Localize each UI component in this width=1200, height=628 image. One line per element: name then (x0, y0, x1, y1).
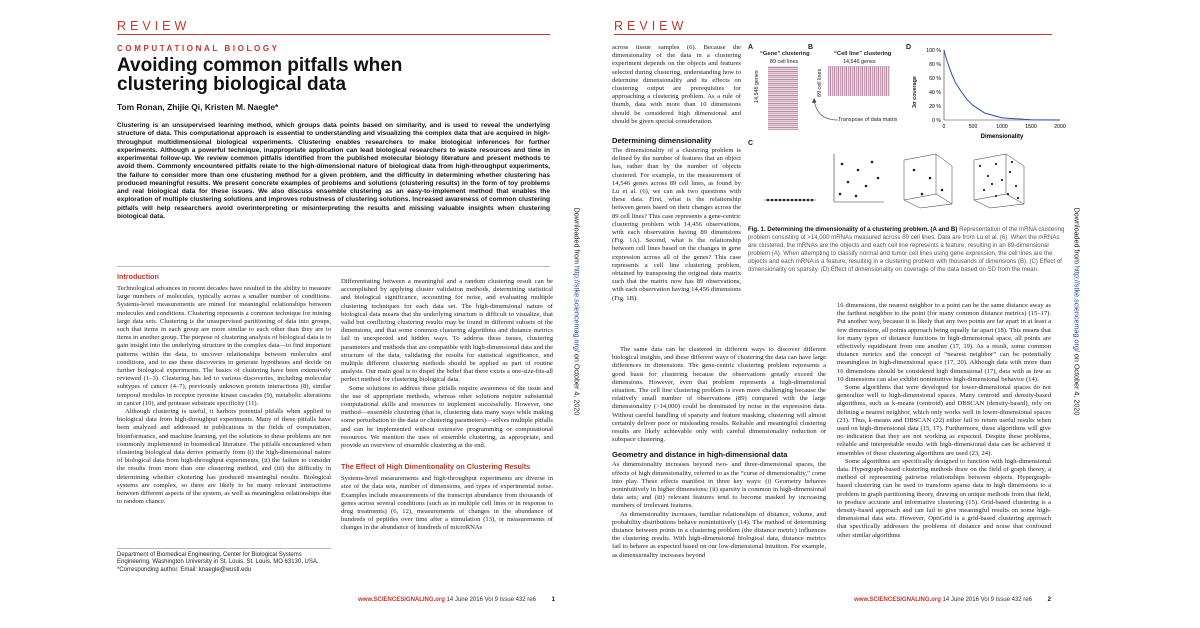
x-tick-label: 500 (968, 124, 978, 130)
download-date: on October 4, 2020 (1072, 353, 1082, 416)
page-number: 1 (551, 597, 555, 603)
download-note: Downloaded from (1072, 207, 1082, 264)
cell-matrix-cols: 14,546 genes (843, 59, 876, 65)
dimensionality-heading: The Effect of High Dimentionality on Clustering Results (341, 462, 531, 472)
sparsity-plot-1d (760, 150, 820, 208)
paragraph: Technological advances in recent decades have resulted in the ability to measure large numbers of molecules, typically across a smaller number of conditions. Systems-level measurements are mined for meaningful relationships between molecules and conditions. Clustering represents a common technique for mining large data sets. Clustering is the unsupervised partitioning of data into groups, such that items in each group are more similar to each other than they are to items in another group. The purpose of clustering analysis of biological data is to gain insight into the underlying structure in the complex data—to find important patterns within the data, to uncover relationships between molecules and conditions, and to use these discoveries to generate hypotheses and decide on further biological experiments. The basics of clustering have been extensively reviewed (1–3). Clustering has led to various discoveries, including molecular subtypes of cancer (4–7), previously unknown protein interactions (8), similar temporal modules in receptor tyrosine kinase cascades (9), metabolic alterations in cancer (10), and protease substrate specificity (11). (117, 285, 331, 407)
download-note: Downloaded from (572, 207, 582, 264)
page2-wide-block (612, 346, 826, 586)
transpose-note: Transpose of data matrix (838, 117, 898, 123)
download-date: on October 4, 2020 (572, 353, 582, 416)
cell-matrix-rows: 89 cell lines (817, 68, 823, 97)
download-watermark (573, 162, 582, 462)
author-list: Tom Ronan, Zhijie Qi, Kristen M. Naegle* (117, 102, 279, 112)
gene-matrix-cols: 89 cell lines (770, 59, 799, 65)
paragraph: across tissue samples (6). Because the dimensionality of the data in a clustering experiment depends on the objects and features selected during clustering, understanding how to determine dimensionality and its effects on clustering output are prerequisites for approaching a clustering problem. As a rule of thumb, data with more than 10 dimensions should be considered high dimensional and should be given special consideration. (612, 44, 741, 125)
paragraph: Some solutions to address these pitfalls require awareness of the issue and the use of appropriate methods, whereas other solutions require substantial computational skills and resources to implement successfully. However, one method—ensemble clustering (that is, clustering data many ways while making some perturbation to the data or clustering parameters)—solves multiple pitfalls and can be implemented without extensive programming or computational resources. We mention the uses of ensemble clustering, as appropriate, and provide an overview of ensemble clustering at the end. (341, 384, 553, 450)
footnote-divider (117, 548, 331, 549)
d-xlabel: Dimensionality (980, 134, 1024, 140)
cell-clustering-title: “Cell line” clustering (834, 51, 892, 57)
y-tick-label: 0 % (932, 118, 941, 124)
y-tick-label: 40 % (929, 90, 941, 96)
issue-info: 14 June 2016 Vol 9 Issue 432 re6 (942, 597, 1032, 603)
paragraph: The dimensionality of a clustering problem is defined by the number of features that an object has, rather than by the number of objects clustered. For example, in the measurement of 14,546 genes across 89 cell lines, as found by Lu et al. (6), we can ask two questions with these data. First, what is the relationship between genes based on their changes across the 89 cell lines? This case represents a gene-centric clustering problem with 14,456 observations, with each observation having 89 dimensions (Fig. 1A). Second, what is the relationship between cell lines based on the changes in gene expression across all of the genes? This case represents a cell line clustering problem, obtained by transposing the original data matrix such that the matrix now has 89 observations, with each observation having 14,456 dimensions (Fig. 1B). (612, 147, 741, 302)
download-url[interactable]: http://stke.sciencemag.org/ (1072, 265, 1082, 352)
y-tick-label: 20 % (929, 104, 941, 110)
x-tick-label: 0 (942, 124, 946, 130)
paragraph: Although clustering is useful, it harbors potential pitfalls when applied to biological data from high-throughput experiments. Many of these pitfalls have been analyzed and addressed in publications in the fields of computation, bioinformatics, and machine learning, yet the solutions to these problems are not commonly implemented in biomedical literature. The pitfalls encountered when clustering biological data derive primarily from (i) the high-dimensional nature of biological data from high-throughput experiments, (ii) the failure to consider the results from more than one clustering method, and (iii) the difficulty in determining whether clustering has produced meaningful results. Biological systems are complex, so there are likely to be many relevant interactions between different aspects of the system, as well as meaningless relationships due to random chance. (117, 408, 331, 506)
page-footer (341, 597, 555, 603)
geometry-heading: Geometry and distance in high-dimensional data (612, 450, 788, 460)
determining-dimensionality-heading: Determining dimensionality (612, 136, 712, 146)
page-footer (837, 597, 1051, 603)
y-tick-label: 100 % (926, 48, 941, 54)
corresponding-author: *Corresponding author. Email: knaegle@wustl.edu (117, 566, 252, 573)
gene-clustering-title: “Gene” clustering (760, 51, 810, 57)
x-tick-label: 1000 (996, 124, 1008, 130)
sparsity-plot-2d (828, 150, 888, 208)
section-label: COMPUTATIONAL BIOLOGY (117, 44, 280, 53)
header-rule (614, 34, 1052, 35)
panel-d-label: D (906, 44, 912, 51)
panel-b-label: B (808, 44, 814, 51)
figure-caption (748, 226, 1066, 275)
paragraph: As dimensionality increases beyond two- and three-dimensional spaces, the effects of high dimensionality, referred to as the “curse of dimensionality,” come into play. These effects manifest in three key ways: (i) Geometry behaves nonintuitively in higher dimensions; (ii) sparsity is common in high-dimensional data sets; and (iii) relevant features tend to become masked by increasing numbers of irrelevant features. (612, 461, 826, 510)
affiliation: Department of Biomedical Engineering, Center for Biological Systems Engineering, Washington University in St. Louis, St. Louis, MO 63130, USA. (117, 552, 319, 566)
article-title: Avoiding common pitfalls when clustering biological data (117, 55, 403, 95)
abstract: Clustering is an unsupervised learning method, which groups data points based on similarity, and is used to reveal the underlying structure of data. This computational approach is essential to understanding and visualizing the complex data that are acquired in high-throughput multidimensional biological experiments. Clustering enables researchers to make biological inferences for further experiments. Although a powerful technique, inappropriate application can lead biological researchers to waste resources and time in experimental follow-up. We review common pitfalls identified from the published molecular biology literature and present methods to avoid them. Commonly encountered pitfalls relate to the high-dimensional nature of biological data from high-throughput experiments, the failure to consider more than one clustering method for a given problem, and the difficulty in determining whether clustering has produced meaningful results. We present concrete examples of problems and solutions (clustering results) in the form of toy problems and real biological data for these issues. We also discuss ensemble clustering as an easy-to-implement method that enables the exploration of multiple clustering solutions and improves robustness of clustering solutions. Increased awareness of common clustering pitfalls will help researchers avoid overinterpreting or misinterpreting the results and missing valuable insights when clustering biological data. (117, 122, 550, 220)
gene-matrix-rows: 14,546 genes (754, 70, 760, 103)
journal-site[interactable]: www.SCIENCESIGNALING.org (358, 597, 445, 603)
cell-data-matrix (828, 66, 890, 96)
coverage-chart (918, 46, 1064, 142)
d-ylabel: 3σ coverage (912, 76, 918, 108)
y-tick-label: 60 % (929, 76, 941, 82)
paragraph: Systems-level measurements and high-throughput experiments are diverse in size of the data sets, number of dimensions, and types of experimental noise. Examples include measurements of the transcript abundance from thousands of genes across several conditions (such as in multiple cell lines or in response to drug treatments) (6, 12), measurements of changes in the abundance of hundreds of peptides over time after a stimulation (13), or measurements of changes in the abundance of hundreds of microRNAs (341, 475, 553, 532)
sparsity-plot-3d-a (896, 150, 958, 208)
review-header: REVIEW (117, 19, 191, 33)
panel-c-label: C (748, 140, 754, 147)
paragraph: As dimensionality increases, familiar relationships of distance, volume, and probability distributions behave nonintuitively (14). The method of determining distance between points in a clustering problem (the distance metric) influences the clustering results. With high-dimensional biological data, distance metrics fail to behave as expected based on our low-dimensional intuition. For example, as dimensionality increases beyond (612, 510, 826, 559)
page1-column-1 (117, 272, 331, 544)
paragraph: 16 dimensions, the nearest neighbor to a point can be the same distance away as the farthest neighbor to the point (for many common distance metrics) (15–17). Put another way, because it is likely that any two points are far apart in at least a few dimensions, all points approach being equally far apart (18). This means that for many types of distance functions in high-dimensional space, all points are effectively equidistant from one another (17, 19). As a result, some common distance metrics and the concept of “nearest neighbor” can be potentially meaningless in high-dimensional space (17, 20). Although data with more than 16 dimensions should be considered high dimensional (17), data with as few as 10 dimensions can also exhibit nonintuitive high-dimensional behavior (14). (837, 302, 1051, 383)
abstract-divider (117, 266, 550, 267)
caption-title: Fig. 1. Determining the dimensionality of a clustering problem. (A and B) (748, 226, 958, 233)
transpose-arrow (812, 98, 842, 124)
y-tick-label: 80 % (929, 62, 941, 68)
page1-column-2 (341, 278, 553, 584)
caption-body: Representation of the mRNA clustering problem consisting of >14,000 mRNAs measured across 89 cell lines. Data are from Lu et al. (6). When the mRNAs are clustered, the mRNAs are the objects and each cell line represents a feature, resulting in an 89-dimensional problem (A). When attempting to classify normal and tumor cell lines using gene expression, the cell lines are the objects and each mRNA is a feature, resulting in a clustering problem with thousands of dimensions (B). (C) Effect of dimensionality on sparsity. (D) Effect of dimensionality on coverage of the data based on SD from the mean. (748, 226, 1065, 274)
paragraph: Some algorithms are specifically designed to function with high-dimensional data. Hypergraph-based clustering methods draw on the field of graph theory, a method of representing pairwise relationships between objects. Hypergraph-based clustering can be used to transform sparse data in high dimensions to a problem in graph partitioning theory, drawing on unique methods from that field, to produce accurate and informative clustering (15). Grid-based clustering is a density-based approach and can fail to give meaningful results on some high-dimensional data sets. However, OptiGrid is a grid-based clustering approach that specifically addresses the problems of distance and noise that confound other similar algorithms (837, 457, 1052, 539)
page-number: 2 (1047, 597, 1051, 603)
paragraph: The same data can be clustered in different ways to discover different biological insights, and these different ways of clustering the data can have large differences in dimensions. The gene-centric clustering problem represents a good basis for clustering because the observations greatly exceed the dimensions. However, even that problem represents a high-dimensional situation. The cell line clustering problem is even more challenging because the relatively small number of observations (89) compared with the large dimensionality (>14,000) could be dominated by noise in the expression data. Without careful handling of sparsity and feature masking, clustering will almost certainly deliver poor or misleading results. Reliable and meaningful clustering results are likely achievable only with careful dimensionality reduction or subspace clustering. (612, 346, 826, 444)
header-rule (117, 34, 550, 35)
issue-info: 14 June 2016 Vol 9 Issue 432 re6 (446, 597, 536, 603)
page2-column-2 (837, 302, 1051, 586)
review-header: REVIEW (614, 19, 688, 33)
download-watermark (1073, 162, 1082, 462)
page-2 (600, 0, 1200, 628)
sparsity-plot-3d-b (966, 150, 1030, 208)
introduction-heading: Introduction (117, 272, 159, 281)
x-tick-label: 1500 (1025, 124, 1037, 130)
paragraph: Some algorithms that were developed for lower-dimensional spaces do not generalize well to high-dimensional spaces. Many centroid and density-based algorithms, such as k-means (centroid) and DBSCAN (density-based), rely on defining a nearest neighbor, which only works well in lower-dimensional spaces (21). Thus, k-means and DBSCAN (22) either fail to return useful results when used on high-dimensional data (15, 17). Furthermore, these algorithms will give no indication that they are not working as expected. Despite these problems, reliable and interpretable results with high-dimensional data can be achieved if ensembles of these clustering algorithms are used (23, 24). (837, 384, 1051, 457)
footnote (117, 552, 332, 574)
panel-a-label: A (748, 44, 754, 51)
x-tick-label: 2000 (1054, 124, 1066, 130)
gene-data-matrix (768, 66, 798, 130)
journal-site[interactable]: www.SCIENCESIGNALING.org (854, 597, 941, 603)
coverage-series-line (944, 50, 1060, 120)
download-url[interactable]: http://stke.sciencemag.org/ (572, 265, 582, 352)
paragraph: Differentiating between a meaningful and a random clustering result can be accomplished by applying cluster validation methods, determining statistical and biological significance, accounting for noise, and evaluating multiple clustering techniques for each data set. The high-dimensional nature of biological data means that the underlying structure is difficult to visualize, that valid but conflicting clustering results may be found in different subsets of the dimensions, and that some common clustering algorithms and distance metrics fail in unexpected and hidden ways. To address these issues, clustering parameters and methods that are compatible with high-dimensional data and the structure of the data, validating the results for statistical significance, and multiple different clustering methods should be applied as part of routine analysis. Our main goal is to dispel the belief that there exists a one-size-fits-all perfect method for clustering biological data. (341, 278, 553, 384)
